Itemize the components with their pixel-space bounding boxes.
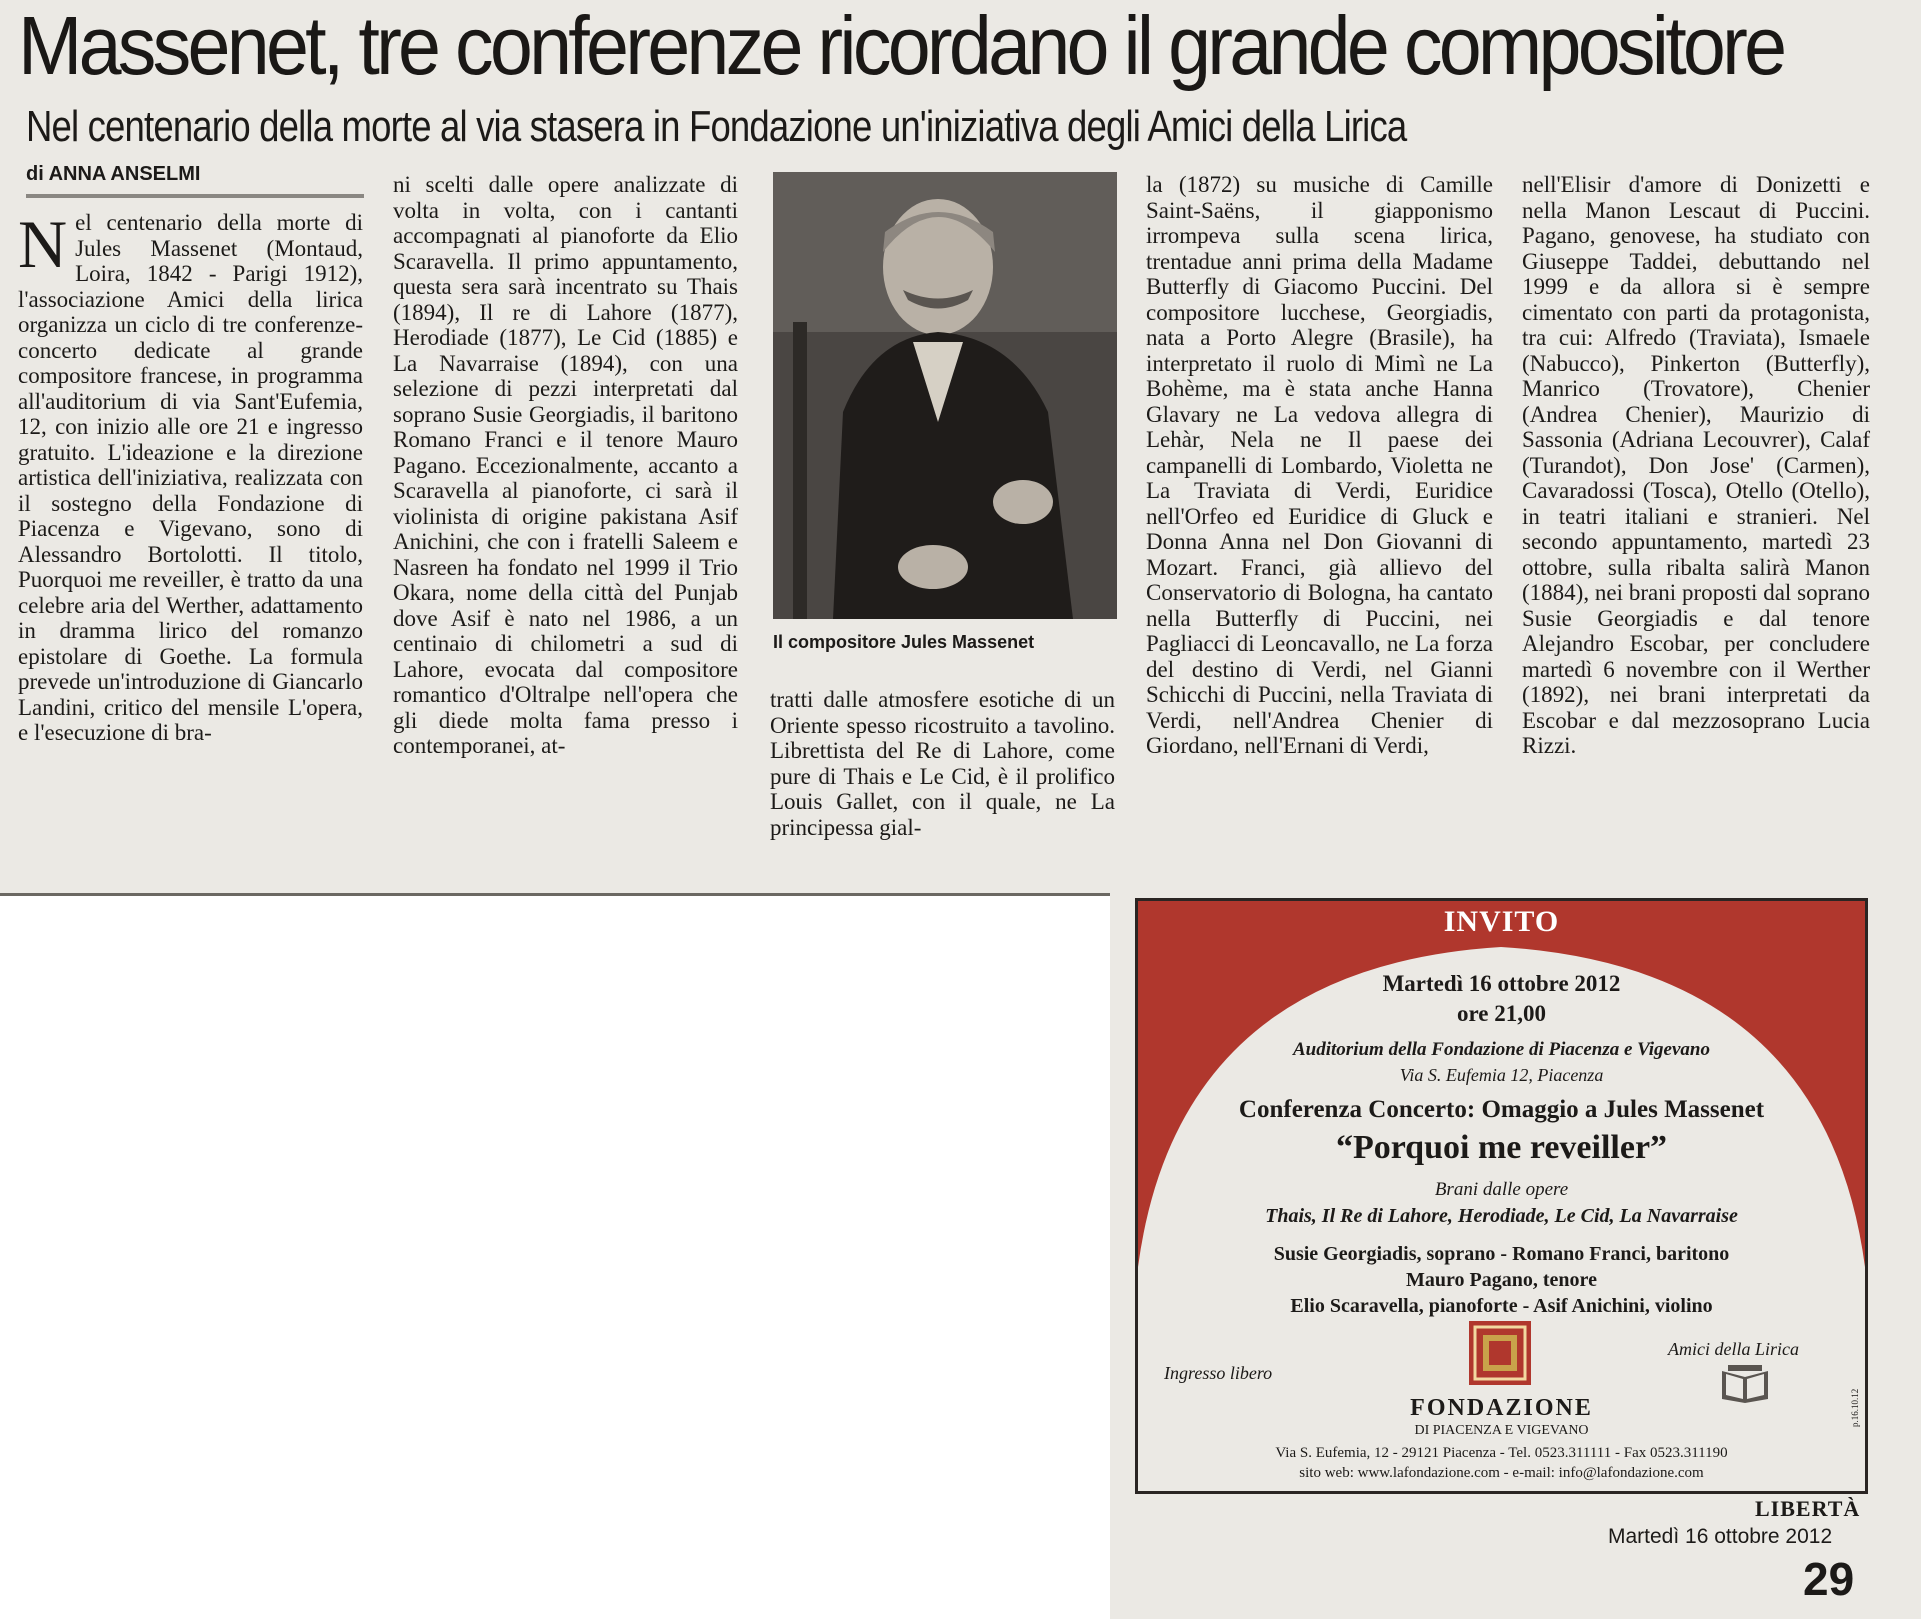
column-3-text: tratti dalle atmosfere esotiche di un Oriente spesso ricostruito a tavolino. Librettista del Re di Lahore, come pure di Thais e Le Cid, è il prolifico Louis Gallet, con il quale, ne La principessa gial- [770,687,1115,840]
page-number: 29 [1803,1553,1855,1605]
column-rule [0,893,1110,896]
invito-contacts: Via S. Eufemia, 12 - 29121 Piacenza - Tel. 0523.311111 - Fax 0523.311190 [1275,1445,1728,1461]
invito-brani: Thais, Il Re di Lahore, Herodiade, Le Cid, La Navarraise [1265,1205,1738,1227]
invito-performers-3: Elio Scaravella, pianoforte - Asif Anichini, violino [1290,1295,1713,1317]
newspaper-date: Martedì 16 ottobre 2012 [1608,1525,1833,1548]
invito-ingresso: Ingresso libero [1164,1363,1273,1383]
byline-rule [26,194,364,198]
invito-web: sito web: www.lafondazione.com - e-mail: info@lafondazione.com [1299,1465,1704,1481]
invito-performers-2: Mauro Pagano, tenore [1406,1269,1597,1291]
invito-box [1135,898,1868,1494]
column-3 [770,687,1115,840]
invito-brani-label: Brani dalle opere [1434,1179,1569,1200]
invito-venue: Auditorium della Fondazione di Piacenza e Vigevano [1293,1039,1710,1060]
invito-quote: “Porquoi me reveiller” [1335,1129,1668,1166]
byline: di ANNA ANSELMI [26,163,201,185]
column-1-text: el centenario della morte di Jules Massenet (Montaud, Loira, 1842 - Parigi 1912), l'associazione Amici della lirica organizza un ciclo di tre conferenze-concerto dedicate al grande compositore francese, in programma all'auditorium di via Sant'Eufemia, 12, con inizio alle ore 21 e ingresso gratuito. L'ideazione e la direzione artistica dell'iniziativa, realizzata con il sostegno della Fondazione di Piacenza e Vigevano, sono di Alessandro Bortolotti. Il titolo, Puorquoi me reveiller, è tratto da una celebre aria del Werther, adattamento in dramma lirico del romanzo epistolare di Goethe. La formula prevede un'introduzione di Giancarlo Landini, critico del mensile L'opera, e l'esecuzione di bra- [18,210,363,745]
invito-fondazione: FONDAZIONE [1410,1395,1593,1421]
column-4 [1146,172,1493,759]
invito-address: Via S. Eufemia 12, Piacenza [1399,1065,1604,1085]
invito-title: INVITO [1443,905,1560,938]
fondazione-logo-icon [1469,1321,1531,1385]
drop-cap: N [18,206,68,282]
invito-side-code: p.16.10.12 [1850,1388,1860,1427]
column-5-text: nell'Elisir d'amore di Donizetti e nella Manon Lescaut di Puccini. Pagano, genovese, ha studiato con Giuseppe Taddei, debuttando nel 1999 e da allora si è sempre cimentato con parti da protagonista, tra cui: Alfredo (Traviata), Ismaele (Nabucco), Pinkerton (Butterfly), Manrico (Trovatore), Chenier (Andrea Chenier), Maurizio di Sassonia (Adriana Lecouvrer), Calaf (Turandot), Don Jose' (Carmen), Cavaradossi (Tosca), Otello (Otello), in teatri italiani e stranieri. Nel secondo appuntamento, martedì 23 ottobre, sulla ribalta salirà Manon (1884), nei brani proposti dal soprano Susie Georgiadis e dal tenore Alejandro Escobar, per concludere martedì 6 novembre con il Werther (1892), nei brani interpretati da Escobar e dal mezzosoprano Lucia Rizzi. [1522,172,1870,758]
photo-caption: Il compositore Jules Massenet [773,632,1035,652]
column-4-text: la (1872) su musiche di Camille Saint-Saëns, il giapponismo irrompeva sulla scena lirica, trentadue anni prima della Madame Butterfly di Giacomo Puccini. Del compositore lucchese, Georgiadis, nata a Porto Alegre (Brasile), ha interpretato il ruolo di Mimì ne La Bohème, ma è stata anche Hanna Glavary ne La vedova allegra di Lehàr, Nela ne Il paese dei campanelli di Lombardo, Violetta ne La Traviata di Verdi, Euridice nell'Orfeo ed Euridice di Gluck e Donna Anna nel Don Giovanni di Mozart. Franci, già allievo del Conservatorio di Bologna, ha cantato nella Butterfly di Puccini, nei Pagliacci di Leoncavallo, ne La forza del destino di Verdi, nel Gianni Schicchi di Puccini, nella Traviata di Verdi, nell'Andrea Chenier di Giordano, nell'Ernani di Verdi, [1146,172,1493,758]
column-2-text: ni scelti dalle opere analizzate di volta in volta, con i cantanti accompagnati al pianoforte da Elio Scaravella. Il primo appuntamento, questa sera sarà incentrato su Thais (1894), Il re di Lahore (1877), Herodiade (1877), Le Cid (1885) e La Navarraise (1894), con una selezione di pezzi interpretati dal soprano Susie Georgiadis, il baritono Romano Franci e il tenore Mauro Pagano. Eccezionalmente, accanto a Scaravella al pianoforte, ci sarà il violinista di origine pakistana Asif Anichini, che con i fratelli Saleem e Nasreen ha fondato nel 1999 il Trio Okara, nome della città del Punjab dove Asif è nato nel 1986, a un centinaio di chilometri a sud di Lahore, evocata dal compositore romantico d'Oltralpe nell'opera che gli diede molta fama presso i contemporanei, at- [393,172,738,758]
invito-performers-1: Susie Georgiadis, soprano - Romano Franci, baritono [1273,1243,1730,1265]
composer-photo [773,172,1117,619]
invito-amici: Amici della Lirica [1668,1339,1799,1359]
invito-event: Conferenza Concerto: Omaggio a Jules Massenet [1238,1096,1765,1123]
newspaper-name: LIBERTÀ [1755,1496,1861,1521]
invito-time: ore 21,00 [1456,1001,1546,1026]
invito-fondazione-sub: DI PIACENZA E VIGEVANO [1414,1423,1589,1438]
headline: Massenet, tre conferenze ricordano il grande compositore [18,0,1784,92]
column-5 [1522,172,1870,759]
invito-date: Martedì 16 ottobre 2012 [1382,971,1621,996]
column-1 [18,206,363,746]
subheadline: Nel centenario della morte al via stasera in Fondazione un'iniziativa degli Amici della Lirica [26,102,1407,151]
column-2 [393,172,738,759]
